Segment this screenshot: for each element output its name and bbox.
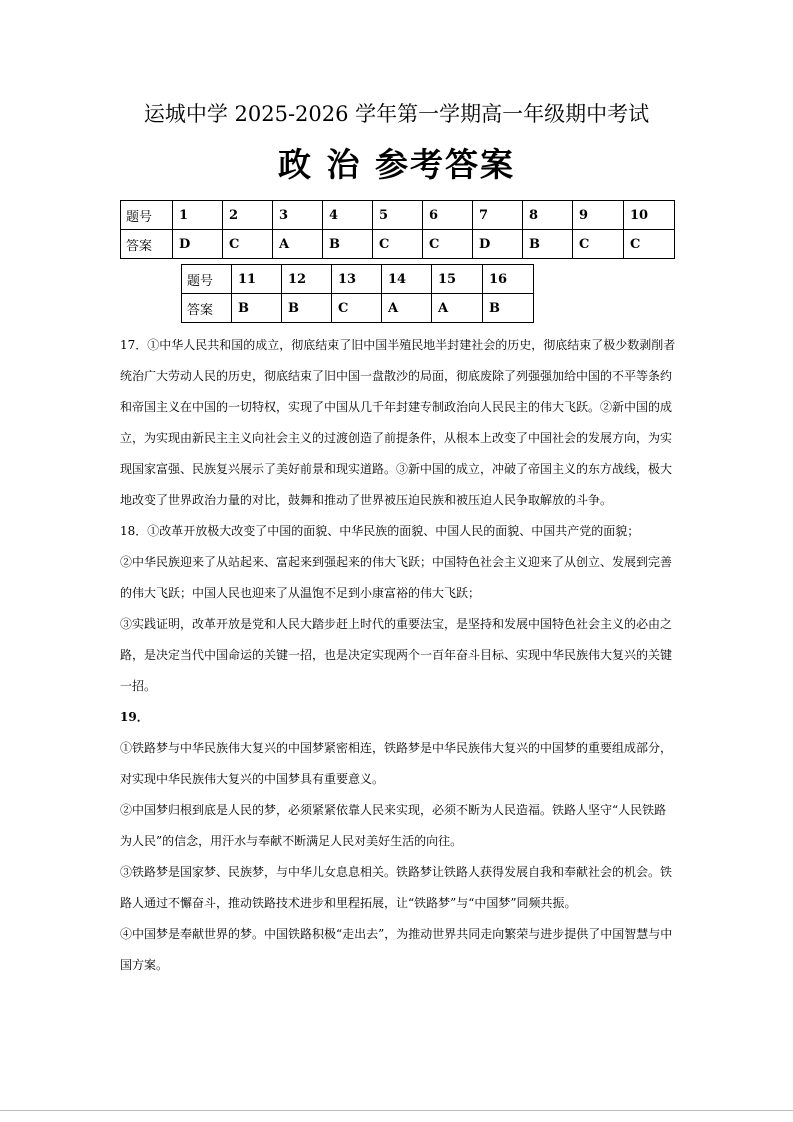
answer-cell: C bbox=[332, 294, 382, 323]
question-number: 15 bbox=[432, 265, 483, 294]
answer-18-point-1: 18．①改革开放极大改变了中国的面貌、中华民族的面貌、中国人民的面貌、中国共产党的面貌； bbox=[120, 524, 640, 538]
table-row-answers bbox=[121, 230, 675, 259]
answer-cell: C bbox=[223, 230, 273, 259]
answer-cell: A bbox=[432, 294, 483, 323]
question-number: 10 bbox=[624, 201, 675, 230]
question-number: 8 bbox=[523, 201, 573, 230]
row-label: 题号 bbox=[182, 265, 232, 294]
question-number: 7 bbox=[473, 201, 523, 230]
table-row-numbers bbox=[121, 201, 675, 230]
answer-cell: B bbox=[323, 230, 373, 259]
page-bottom-divider bbox=[0, 1110, 793, 1111]
answer-18-point-2: ②中华民族迎来了从站起来、富起来到强起来的伟大飞跃；中国特色社会主义迎来了从创立、发展到完善的伟大飞跃；中国人民也迎来了从温饱不足到小康富裕的伟大飞跃； bbox=[120, 555, 673, 600]
question-number: 2 bbox=[223, 201, 273, 230]
question-number: 11 bbox=[232, 265, 282, 294]
answer-cell: B bbox=[483, 294, 534, 323]
answer-body bbox=[120, 330, 676, 981]
answer-19-label: 19． bbox=[120, 710, 149, 724]
question-number: 6 bbox=[423, 201, 473, 230]
answer-cell: B bbox=[232, 294, 282, 323]
answer-cell: D bbox=[473, 230, 523, 259]
answer-19-point-1: ①铁路梦与中华民族伟大复兴的中国梦紧密相连，铁路梦是中华民族伟大复兴的中国梦的重要组成部分，对实现中华民族伟大复兴的中国梦具有重要意义。 bbox=[120, 741, 673, 786]
question-number: 1 bbox=[173, 201, 223, 230]
answer-19-point-4: ④中国梦是奉献世界的梦。中国铁路积极“走出去”，为推动世界共同走向繁荣与进步提供了中国智慧与中国方案。 bbox=[120, 927, 673, 972]
row-label: 答案 bbox=[121, 230, 173, 259]
answer-cell: A bbox=[382, 294, 432, 323]
answer-17: 17．①中华人民共和国的成立，彻底结束了旧中国半殖民地半封建社会的历史，彻底结束了极少数剥削者统治广大劳动人民的历史，彻底结束了旧中国一盘散沙的局面，彻底废除了列强强加给中国的不平等条约和帝国主义在中国的一切特权，实现了中国从几千年封建专制政治向人民民主的伟大飞跃。②新中国的成立，为实现由新民主主义向社会主义的过渡创造了前提条件，从根本上改变了中国社会的发展方向，为实现国家富强、民族复兴展示了美好前景和现实道路。③新中国的成立，冲破了帝国主义的东方战线，极大地改变了世界政治力量的对比，鼓舞和推动了世界被压迫民族和被压迫人民争取解放的斗争。 bbox=[120, 338, 676, 507]
answer-18-point-3: ③实践证明，改革开放是党和人民大踏步赶上时代的重要法宝，是坚持和发展中国特色社会主义的必由之路，是决定当代中国命运的关键一招，也是决定实现两个一百年奋斗目标、实现中华民族伟大复兴的关键一招。 bbox=[120, 617, 673, 693]
question-number: 4 bbox=[323, 201, 373, 230]
question-number: 14 bbox=[382, 265, 432, 294]
exam-title: 运城中学 2025-2026 学年第一学期高一年级期中考试 bbox=[143, 102, 650, 126]
answer-cell: C bbox=[423, 230, 473, 259]
answer-table-1 bbox=[120, 200, 675, 259]
answer-cell: A bbox=[273, 230, 323, 259]
answer-cell: D bbox=[173, 230, 223, 259]
question-number: 5 bbox=[373, 201, 423, 230]
answer-19-point-2: ②中国梦归根到底是人民的梦，必须紧紧依靠人民来实现，必须不断为人民造福。铁路人坚守“人民铁路为人民”的信念，用汗水与奉献不断满足人民对美好生活的向往。 bbox=[120, 803, 667, 848]
answer-cell: C bbox=[373, 230, 423, 259]
table-row-answers bbox=[182, 294, 534, 323]
answer-cell: C bbox=[573, 230, 624, 259]
answer-cell: B bbox=[523, 230, 573, 259]
question-number: 3 bbox=[273, 201, 323, 230]
answer-table-2 bbox=[181, 264, 534, 323]
subject-title: 政 治 参考答案 bbox=[278, 145, 515, 184]
answer-cell: C bbox=[624, 230, 675, 259]
answer-19-point-3: ③铁路梦是国家梦、民族梦，与中华儿女息息相关。铁路梦让铁路人获得发展自我和奉献社会的机会。铁路人通过不懈奋斗，推动铁路技术进步和里程拓展，让“铁路梦”与“中国梦”同频共振。 bbox=[120, 865, 673, 910]
row-label: 题号 bbox=[121, 201, 173, 230]
question-number: 16 bbox=[483, 265, 534, 294]
question-number: 12 bbox=[282, 265, 332, 294]
row-label: 答案 bbox=[182, 294, 232, 323]
question-number: 13 bbox=[332, 265, 382, 294]
question-number: 9 bbox=[573, 201, 624, 230]
table-row-numbers bbox=[182, 265, 534, 294]
answer-cell: B bbox=[282, 294, 332, 323]
